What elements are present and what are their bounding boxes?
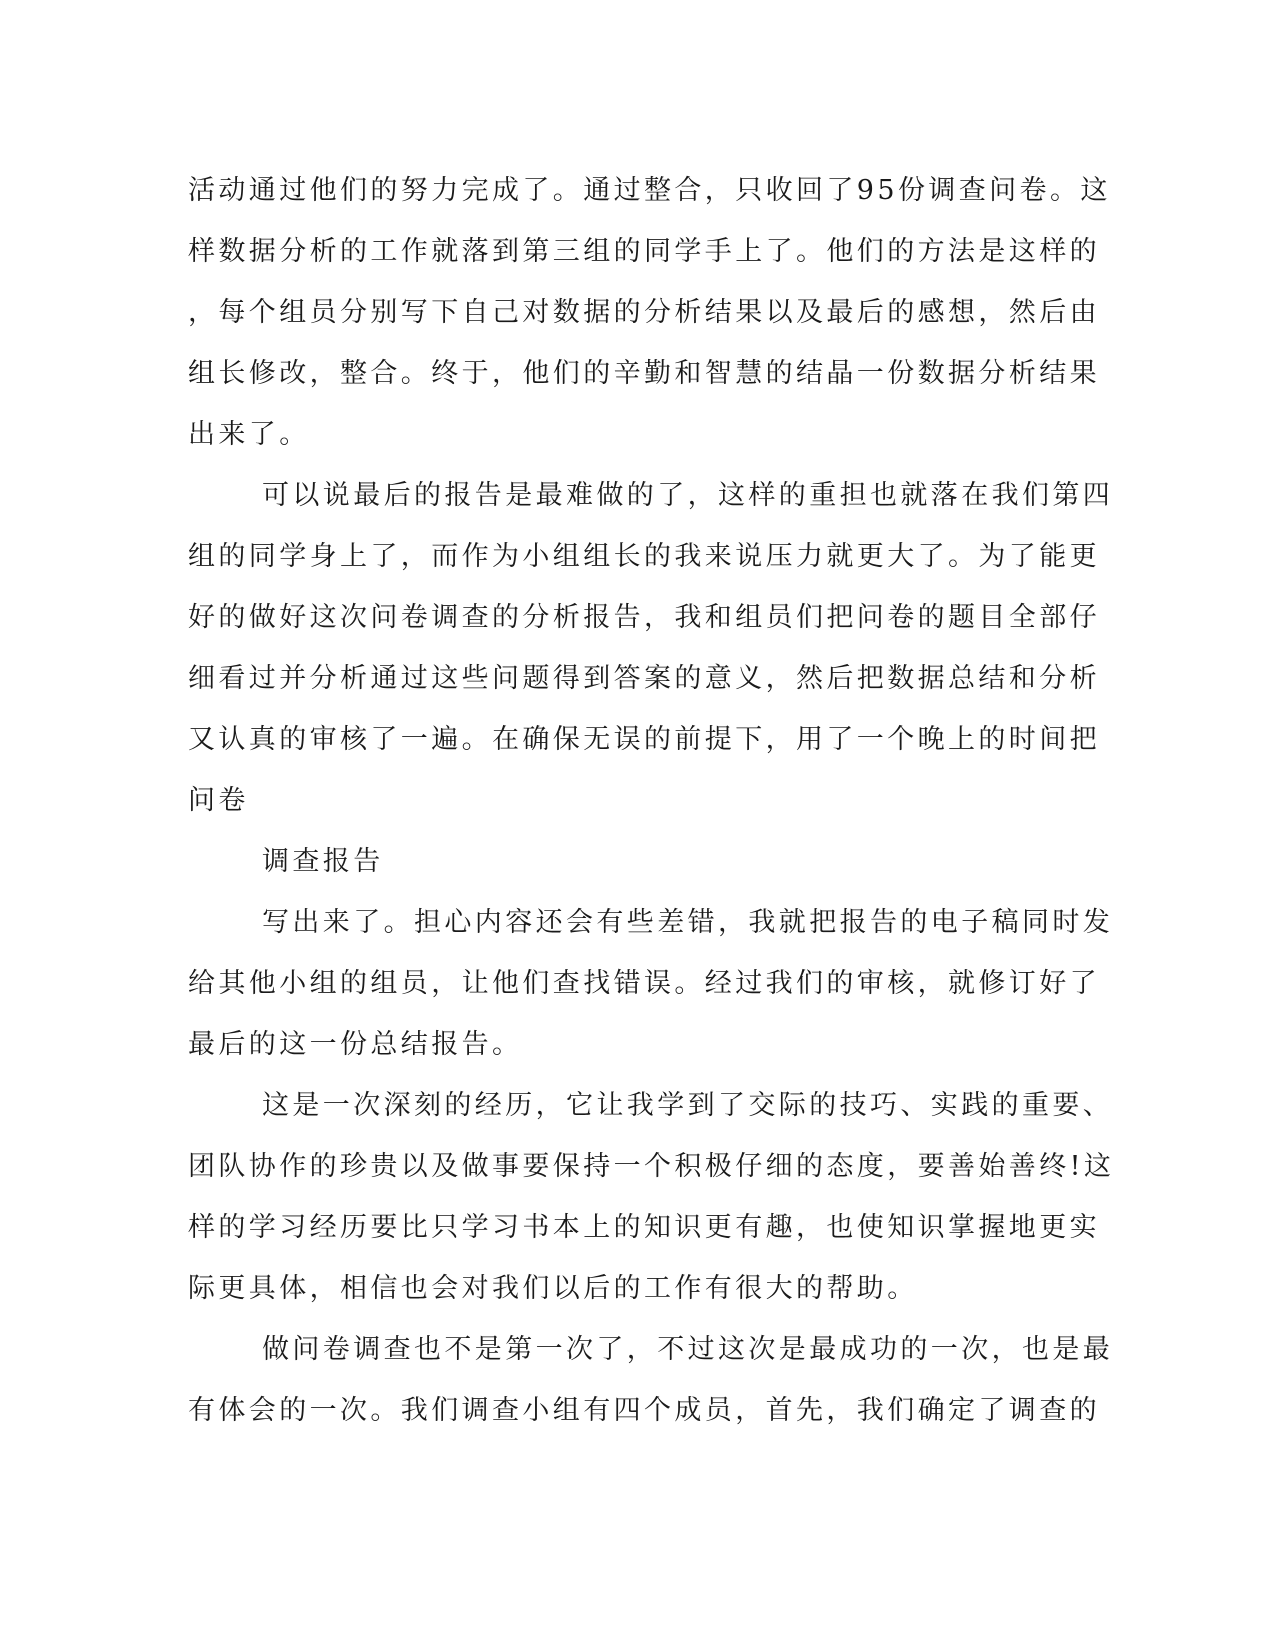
text-line: 样数据分析的工作就落到第三组的同学手上了。他们的方法是这样的 bbox=[188, 236, 1100, 267]
text-line: 际更具体，相信也会对我们以后的工作有很大的帮助。 bbox=[188, 1273, 918, 1304]
text-line: 给其他小组的组员，让他们查找错误。经过我们的审核，就修订好了 bbox=[188, 968, 1100, 999]
text-line: 做问卷调查也不是第一次了，不过这次是最成功的一次，也是最 bbox=[262, 1334, 1114, 1365]
text-line: 又认真的审核了一遍。在确保无误的前提下，用了一个晚上的时间把 bbox=[188, 724, 1100, 755]
text-line: 写出来了。担心内容还会有些差错，我就把报告的电子稿同时发 bbox=[262, 907, 1114, 938]
text-line: 活动通过他们的努力完成了。通过整合，只收回了95份调查问卷。这 bbox=[188, 175, 1111, 206]
text-line: 这是一次深刻的经历，它让我学到了交际的技巧、实践的重要、 bbox=[262, 1090, 1114, 1121]
text-line: 问卷 bbox=[188, 785, 249, 816]
text-line: 组长修改，整合。终于，他们的辛勤和智慧的结晶一份数据分析结果 bbox=[188, 358, 1100, 389]
text-line: 好的做好这次问卷调查的分析报告，我和组员们把问卷的题目全部仔 bbox=[188, 602, 1100, 633]
text-line: 有体会的一次。我们调查小组有四个成员，首先，我们确定了调查的 bbox=[188, 1395, 1100, 1426]
section-heading: 调查报告 bbox=[262, 846, 384, 877]
text-line: 团队协作的珍贵以及做事要保持一个积极仔细的态度，要善始善终!这 bbox=[188, 1151, 1115, 1182]
text-line: 最后的这一份总结报告。 bbox=[188, 1029, 523, 1060]
text-line: 出来了。 bbox=[188, 419, 310, 450]
text-line: 样的学习经历要比只学习书本上的知识更有趣，也使知识掌握地更实 bbox=[188, 1212, 1100, 1243]
text-line: 细看过并分析通过这些问题得到答案的意义，然后把数据总结和分析 bbox=[188, 663, 1100, 694]
body-text bbox=[188, 160, 1115, 1441]
text-line: ，每个组员分别写下自己对数据的分析结果以及最后的感想，然后由 bbox=[188, 297, 1100, 328]
text-line: 组的同学身上了，而作为小组组长的我来说压力就更大了。为了能更 bbox=[188, 541, 1100, 572]
text-line: 可以说最后的报告是最难做的了，这样的重担也就落在我们第四 bbox=[262, 480, 1114, 511]
